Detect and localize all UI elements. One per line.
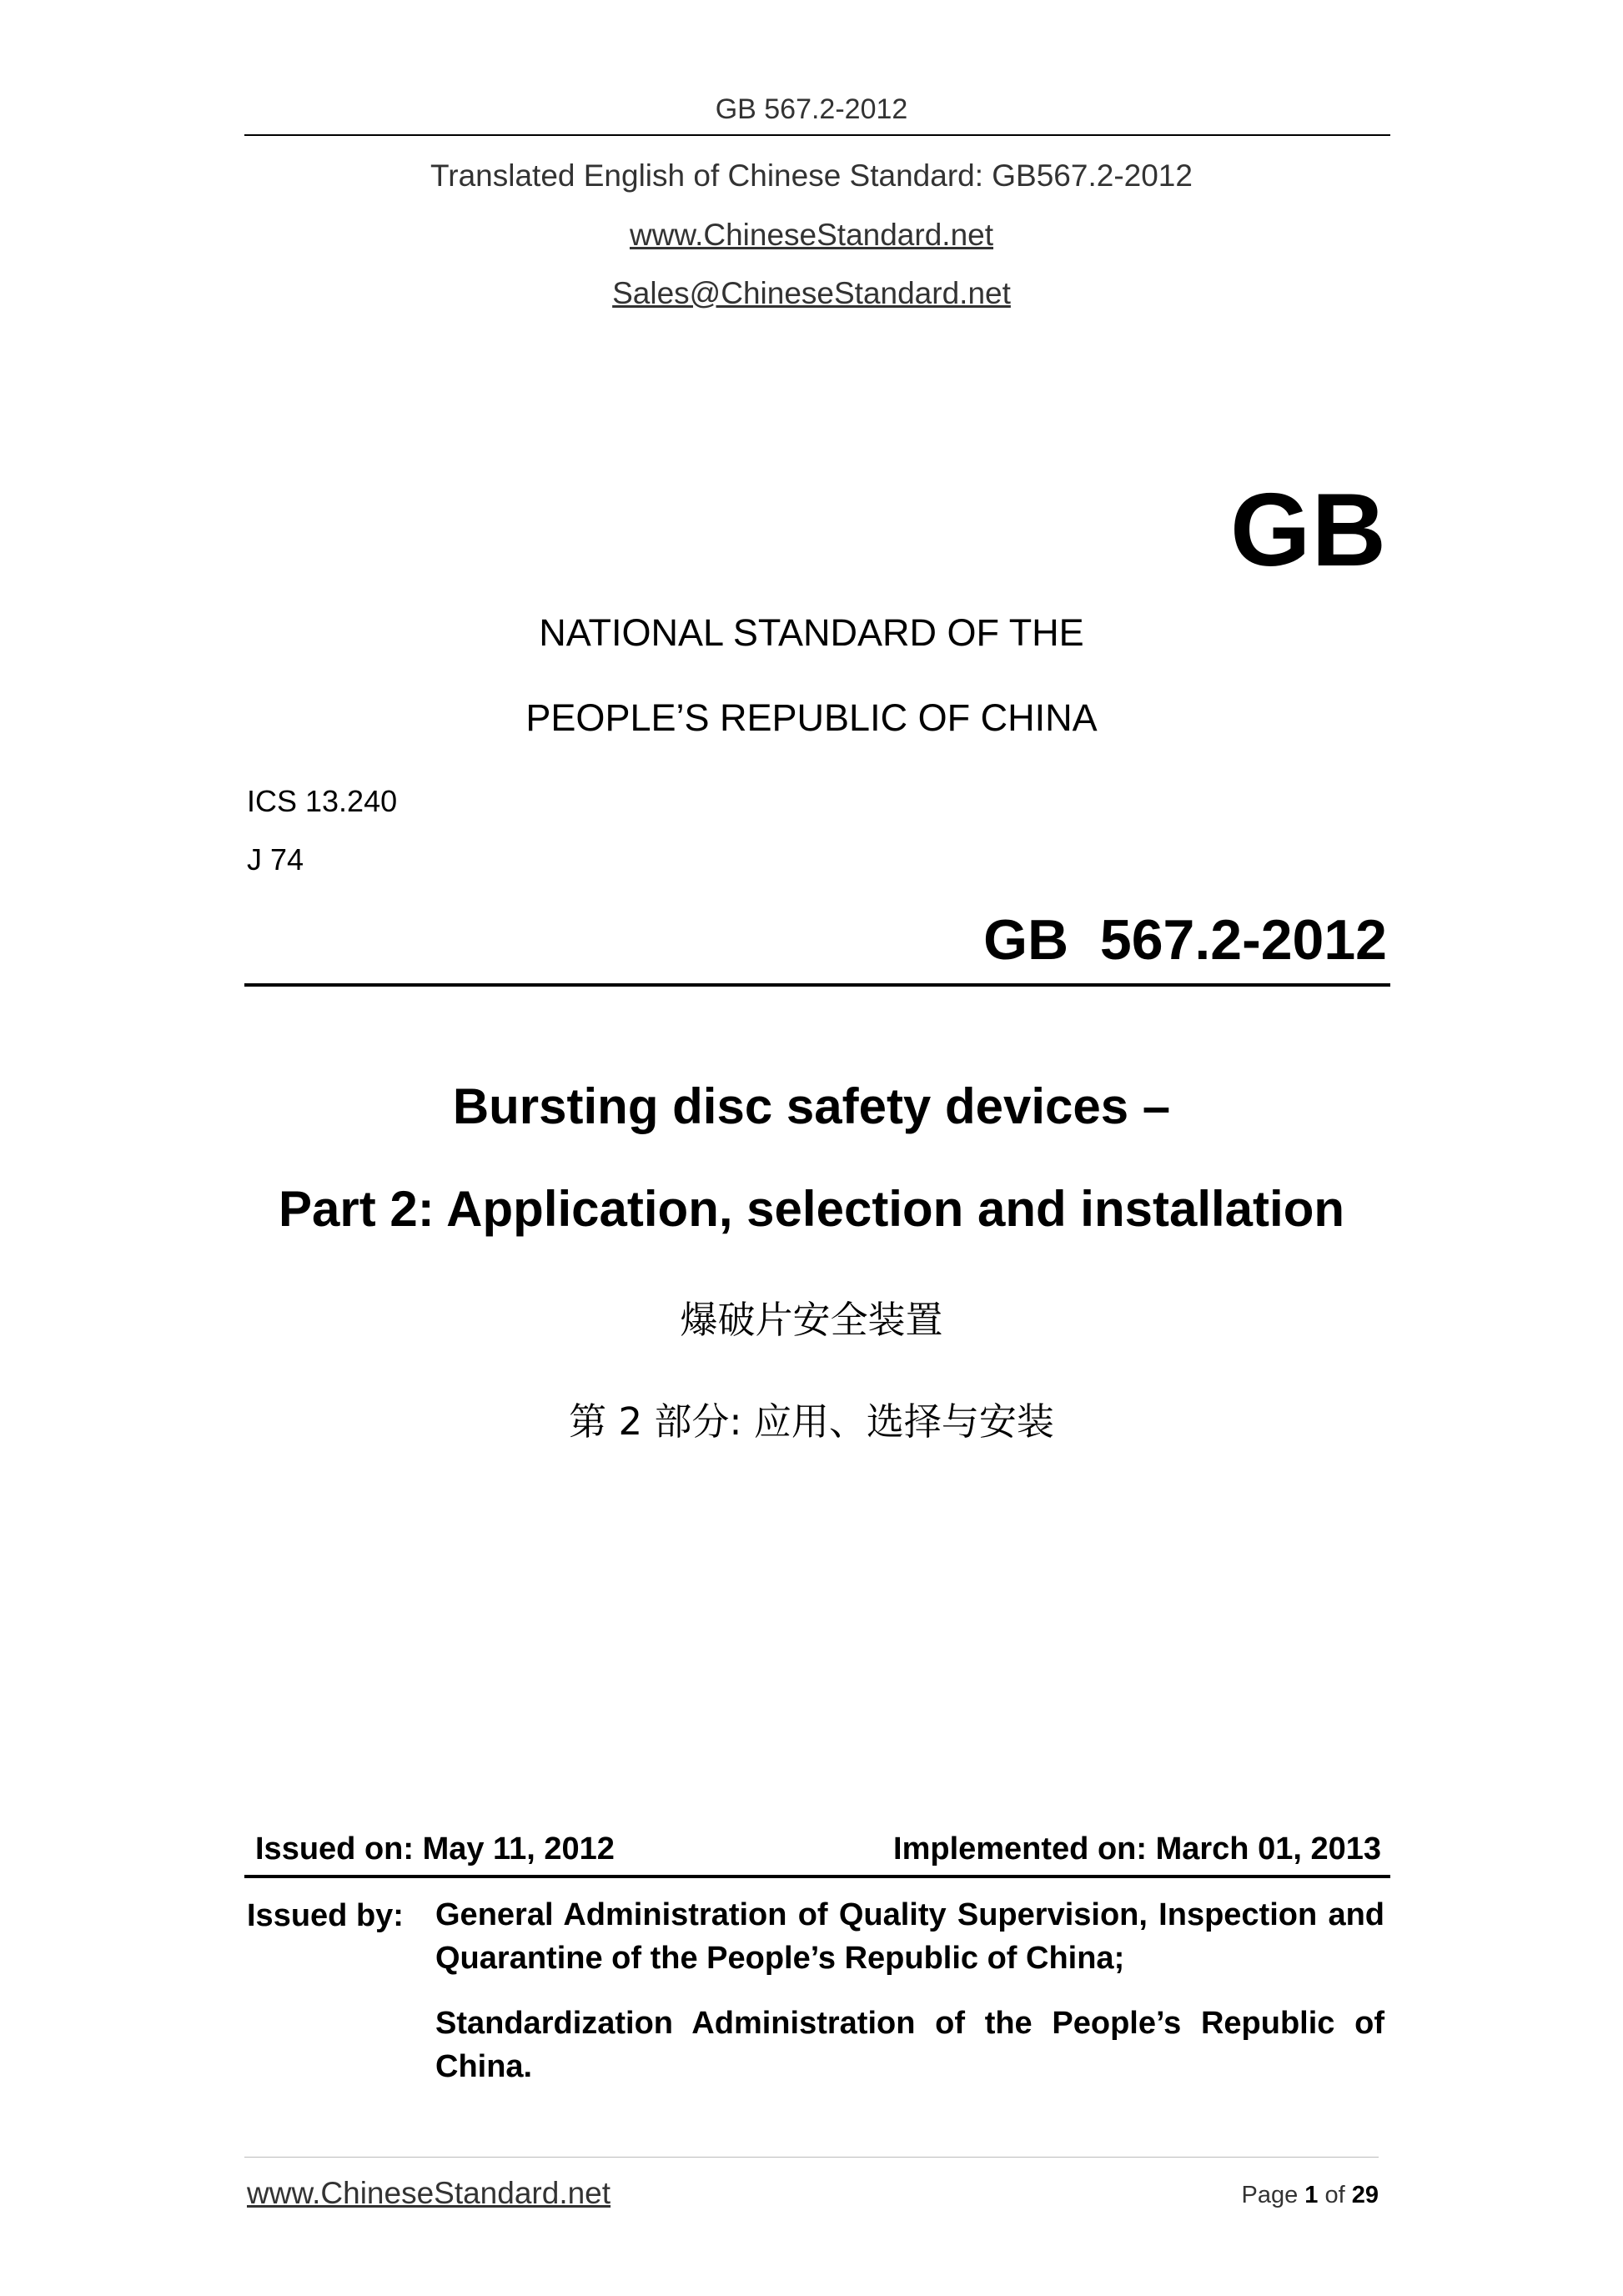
standard-number-divider bbox=[244, 983, 1390, 987]
title-english-line1: Bursting disc safety devices – bbox=[452, 1078, 1171, 1134]
page-current: 1 bbox=[1304, 2182, 1319, 2208]
title-english-line2: Part 2: Application, selection and installation bbox=[279, 1181, 1344, 1237]
national-standard-line2: PEOPLE’S REPUBLIC OF CHINA bbox=[525, 696, 1098, 739]
implemented-on-date: Implemented on: March 01, 2013 bbox=[893, 1831, 1381, 1866]
footer-website-link-wrap bbox=[247, 2176, 611, 2211]
issuer-sac: Standardization Administration of the People’s Republic of China. bbox=[435, 2006, 1384, 2084]
title-chinese-line2: 第 2 部分: 应用、选择与安装 bbox=[569, 1399, 1054, 1444]
header-email-link[interactable]: Sales@ChineseStandard.net bbox=[612, 276, 1011, 310]
title-chinese-line1: 爆破片安全装置 bbox=[680, 1298, 943, 1342]
header-standard-code: GB 567.2-2012 bbox=[715, 93, 908, 125]
national-standard-line1: NATIONAL STANDARD OF THE bbox=[539, 611, 1084, 654]
standard-number: GB 567.2-2012 bbox=[983, 908, 1387, 972]
header-website-link[interactable]: www.ChineseStandard.net bbox=[629, 218, 994, 252]
footer-divider bbox=[244, 2157, 1379, 2158]
page-total: 29 bbox=[1351, 2182, 1379, 2208]
header-website-link-wrap bbox=[0, 218, 1623, 253]
issuer-aqsiq: General Administration of Quality Supervision, Inspection and Quarantine of the People’s Republic of China; bbox=[435, 1897, 1384, 1976]
issued-on-date: Issued on: May 11, 2012 bbox=[255, 1831, 615, 1866]
page-prefix: Page bbox=[1241, 2182, 1299, 2208]
header-email-link-wrap bbox=[0, 276, 1623, 311]
footer-website-link[interactable]: www.ChineseStandard.net bbox=[247, 2176, 611, 2210]
gb-logo: GB bbox=[1230, 473, 1387, 588]
classification-code: J 74 bbox=[247, 842, 304, 877]
page-indicator bbox=[1241, 2182, 1379, 2209]
translation-note: Translated English of Chinese Standard: GB567.2-2012 bbox=[430, 158, 1193, 193]
issued-by-label: Issued by: bbox=[247, 1898, 404, 1933]
header-divider bbox=[244, 134, 1390, 136]
issue-divider bbox=[244, 1875, 1390, 1878]
page-of: of bbox=[1324, 2182, 1345, 2208]
ics-code: ICS 13.240 bbox=[247, 784, 398, 818]
